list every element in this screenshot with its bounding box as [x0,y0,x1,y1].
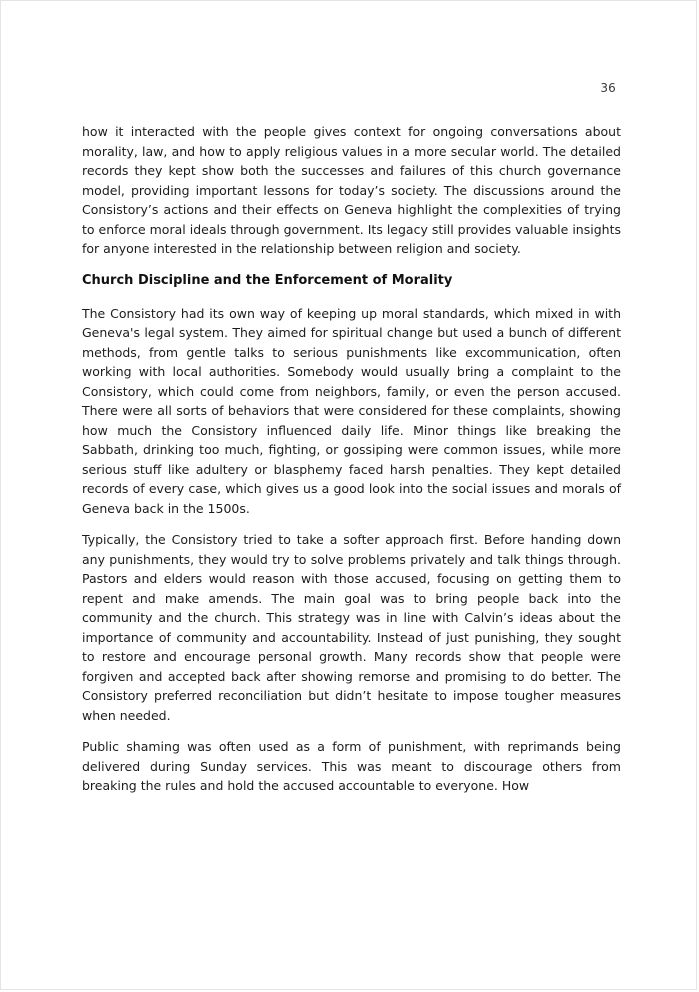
section-heading: Church Discipline and the Enforcement of Morality [82,272,453,288]
paragraph-softer-approach: Typically, the Consistory tried to take a softer approach first. Before handing down any punishments, they would try to solve problems privately and talk things through. Pastors and elders would reason with those accused, focusing on getting them to repent and make amends. The main goal was to bring people back into the community and the church. This strategy was in line with Calvin’s ideas about the importance of community and accountability. Instead of just punishing, they sought to restore and encourage personal growth. Many records show that people were forgiven and accepted back after showing remorse and promising to do better. The Consistory preferred reconciliation but didn’t hesitate to impose tougher measures when needed. [82,532,621,723]
page-content [82,122,621,808]
paragraph-moral-standards: The Consistory had its own way of keeping up moral standards, which mixed in with Geneva's legal system. They aimed for spiritual change but used a bunch of different methods, from gentle talks to serious punishments like excommunication, often working with local authorities. Somebody would usually bring a complaint to the Consistory, which could come from neighbors, family, or even the person accused. There were all sorts of behaviors that were considered for these complaints, showing how much the Consistory influenced daily life. Minor things like breaking the Sabbath, drinking too much, fighting, or gossiping were common issues, while more serious stuff like adultery or blasphemy faced harsh penalties. They kept detailed records of every case, which gives us a good look into the social issues and morals of Geneva back in the 1500s. [82,305,621,516]
paragraph-conclusion-governance: how it interacted with the people gives context for ongoing conversations about morality, law, and how to apply religious values in a more secular world. The detailed records they kept show both the successes and failures of this church governance model, providing important lessons for today’s society. The discussions around the Consistory’s actions and their effects on Geneva highlight the complexities of trying to enforce moral ideals through government. Its legacy still provides valuable insights for anyone interested in the relationship between religion and society. [82,124,621,256]
paragraph-public-shaming: Public shaming was often used as a form of punishment, with reprimands being delivered during Sunday services. This was meant to discourage others from breaking the rules and hold the accused accountable to everyone. How [82,739,621,793]
page-number: 36 [600,81,616,95]
